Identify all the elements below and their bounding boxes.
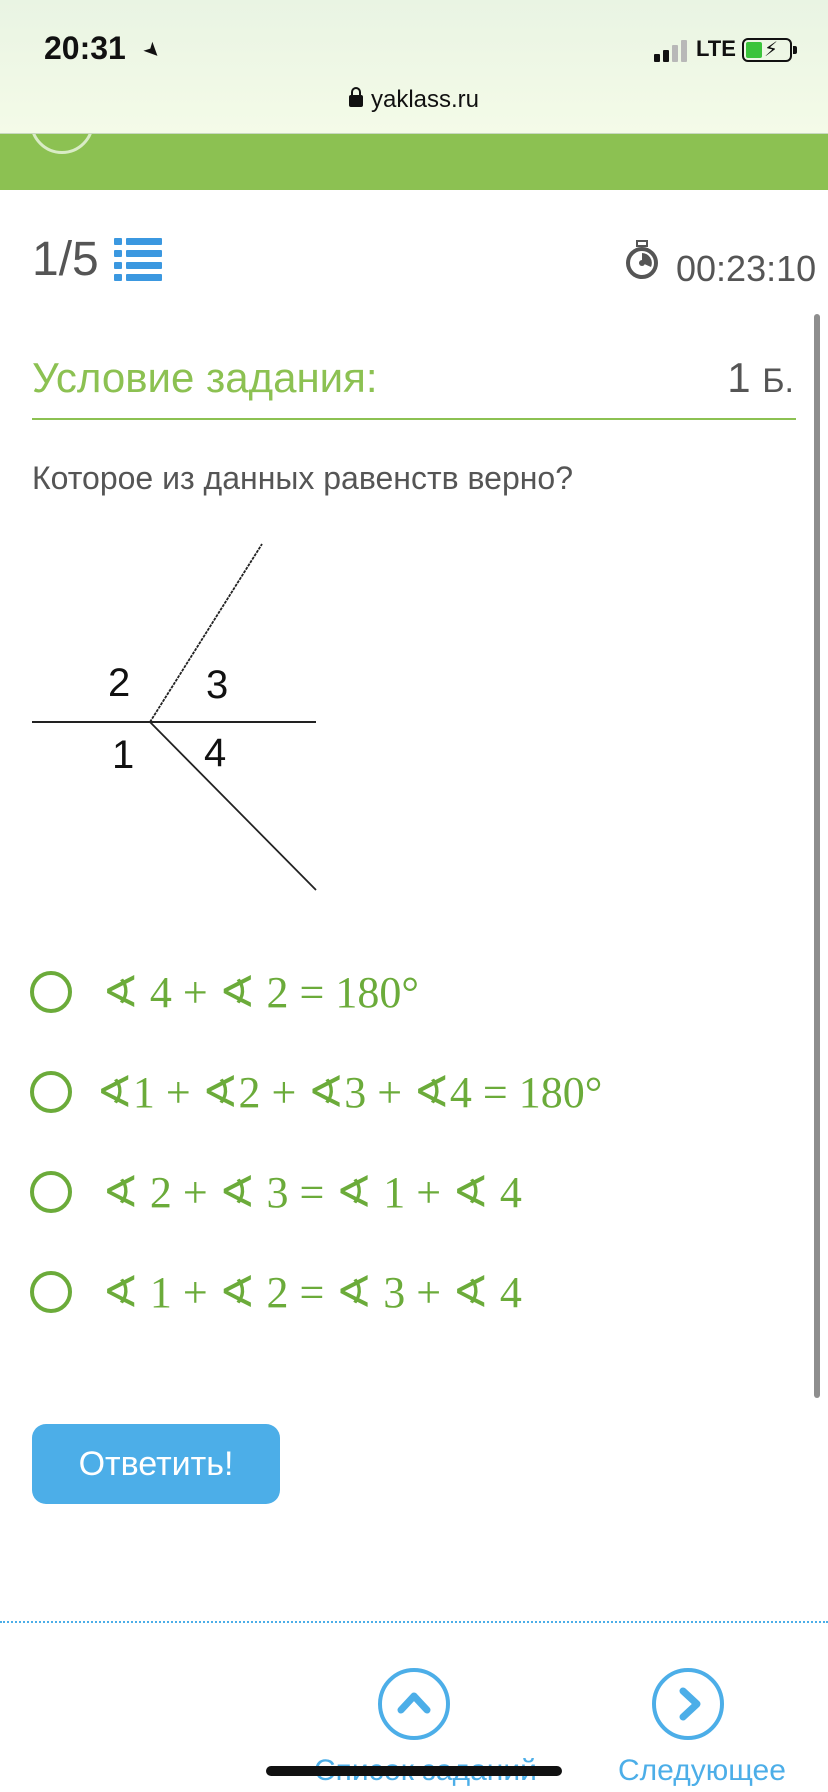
task-separator: / [58,233,73,286]
address-bar[interactable] [0,86,828,114]
task-total: 5 [72,233,99,286]
task-counter [32,232,99,287]
next-task-button[interactable] [652,1668,724,1740]
bottom-divider [0,1621,828,1623]
angle-label-3: 3 [206,663,229,707]
answer-option-2[interactable] [30,1064,602,1120]
task-points [727,354,794,402]
timer-value: 00:23:10 [676,248,817,289]
option-text: ∢ 1 + ∢ 2 = ∢ 3 + ∢ 4 [102,1267,522,1317]
signal-strength-icon [654,40,688,62]
location-arrow-icon: ➤ [138,37,166,65]
task-current: 1 [32,233,59,286]
network-type: LTE [696,36,736,61]
option-text: ∢ 4 + ∢ 2 = 180° [102,967,419,1017]
task-list-icon[interactable] [114,238,162,282]
radio-button[interactable] [30,1271,72,1313]
task-title: Условие задания: [32,354,378,401]
answer-option-4[interactable] [30,1264,522,1320]
scrollbar[interactable] [814,314,820,1398]
lower-ray [150,722,316,890]
question-text: Которое из данных равенств верно? [32,460,573,496]
points-value: 1 [727,354,751,401]
option-text: ∢1 + ∢2 + ∢3 + ∢4 = 180° [96,1067,603,1117]
home-indicator[interactable] [266,1766,562,1776]
angle-label-1: 1 [112,733,135,777]
chevron-up-icon [382,1672,446,1736]
site-header [0,134,828,190]
angle-label-4: 4 [204,731,227,775]
url-text: yaklass.ru [370,86,480,113]
stopwatch-icon [622,240,662,280]
angle-label-2: 2 [108,661,131,705]
answer-option-3[interactable] [30,1164,522,1220]
radio-button[interactable] [30,971,72,1013]
answer-option-1[interactable] [30,964,419,1020]
points-unit: Б. [762,362,794,400]
submit-answer-button[interactable]: Ответить! [32,1424,280,1504]
title-divider [32,418,796,420]
next-task-label[interactable]: Следующее [618,1754,786,1787]
task-list-button[interactable] [378,1668,450,1740]
lock-icon [349,95,363,107]
angles-figure [32,536,322,896]
status-time: 20:31 [44,30,126,66]
battery-charging-icon: ⚡ [742,38,792,62]
radio-button[interactable] [30,1171,72,1213]
browser-top-bar [0,0,828,134]
chevron-right-icon [656,1672,720,1736]
radio-button[interactable] [30,1071,72,1113]
option-text: ∢ 2 + ∢ 3 = ∢ 1 + ∢ 4 [102,1167,522,1217]
